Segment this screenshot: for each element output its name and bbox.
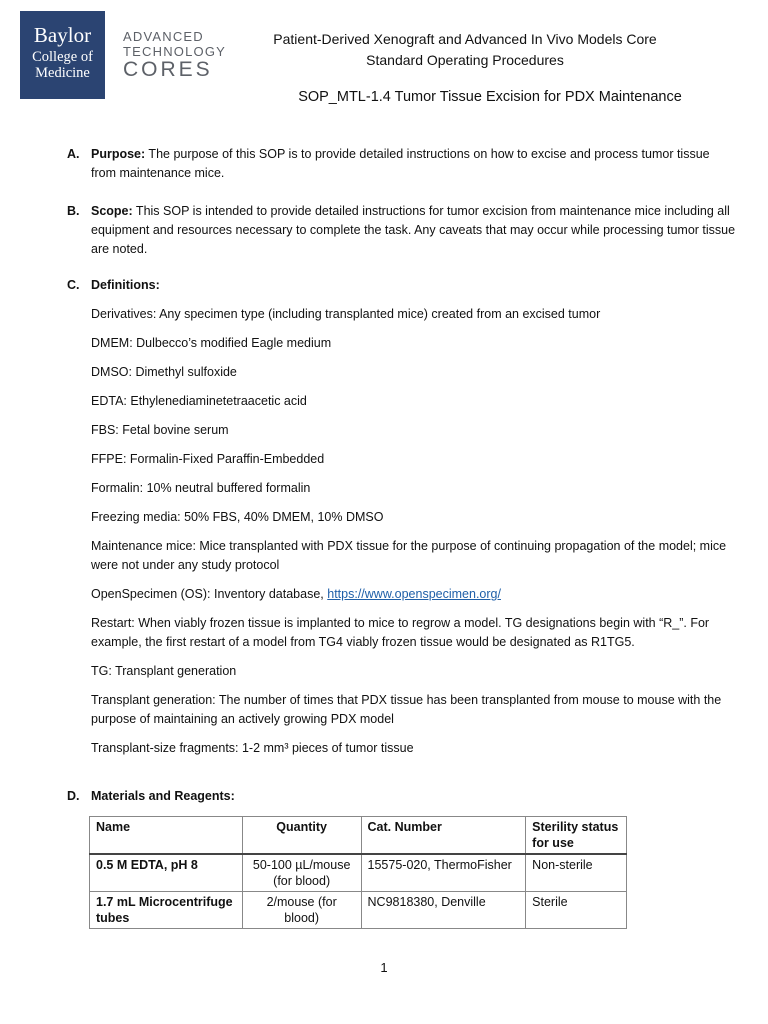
section-purpose [67,145,737,183]
definition-transplant-generation: Transplant generation: The number of times that PDX tissue has been transplanted from mouse to mouse with the purpose of maintaining an actively growing PDX model [91,693,722,726]
logo-line-3: Medicine [35,65,90,81]
definition-dmem: DMEM: Dulbecco’s modified Eagle medium [91,336,332,350]
openspecimen-text: OpenSpecimen (OS): Inventory database, [91,587,328,601]
section-definitions [67,276,737,295]
definition-tg: TG: Transplant generation [91,664,237,678]
section-text: The purpose of this SOP is to provide detailed instructions on how to excise and process tumor tissue from maintenance mice. [91,147,710,180]
definition-dmso: DMSO: Dimethyl sulfoxide [91,365,237,379]
table-cell: 1.7 mL Microcentrifuge tubes [90,892,243,929]
section-text: This SOP is intended to provide detailed instructions for tumor excision from maintenance mice including all equipment and resources necessary to complete the task. Any caveats that may occur while processing tumor tissue are noted. [91,204,736,256]
table-cell: 0.5 M EDTA, pH 8 [90,854,243,892]
definition-formalin: Formalin: 10% neutral buffered formalin [91,481,311,495]
openspecimen-link[interactable]: https://www.openspecimen.org/ [327,587,501,601]
logo-line-2: College of [32,49,93,65]
table-cell: Sterile [526,892,627,929]
section-letter: D. [67,789,80,803]
definition-ffpe: FFPE: Formalin-Fixed Paraffin-Embedded [91,452,325,466]
section-scope [67,202,737,259]
definition-restart: Restart: When viably frozen tissue is implanted to mice to regrow a model. TG designations begin with “R_”. For example, the first restart of a model from TG4 viably frozen tissue would be designated as R1TG5. [91,616,710,649]
table-header-cell: Name [90,817,243,855]
section-letter: C. [67,278,80,292]
definition-derivatives: Derivatives: Any specimen type (including transplanted mice) created from an excised tumor [91,307,601,321]
atc-line-1: ADVANCED [123,29,204,44]
definition-freezing-media: Freezing media: 50% FBS, 40% DMEM, 10% DMSO [91,510,384,524]
page-number: 1 [380,960,388,975]
header-core-name: Patient-Derived Xenograft and Advanced In Vivo Models Core [273,31,657,47]
table-cell: 15575-020, ThermoFisher [361,854,526,892]
header-sop-title: SOP_MTL-1.4 Tumor Tissue Excision for PDX Maintenance [298,89,682,105]
table-header-cell: Cat. Number [361,817,526,855]
definition-transplant-size-fragments: Transplant-size fragments: 1-2 mm³ pieces of tumor tissue [91,741,414,755]
section-title: Definitions: [91,278,160,292]
atc-line-2: TECHNOLOGY [123,44,227,59]
definition-edta: EDTA: Ethylenediaminetetraacetic acid [91,394,307,408]
section-letter: A. [67,147,80,161]
table-header-row [90,817,627,855]
definition-maintenance-mice: Maintenance mice: Mice transplanted with PDX tissue for the purpose of continuing propagation of the model; mice were not under any study protocol [91,539,727,572]
table-header-cell: Sterility status for use [526,817,627,855]
table-cell: Non-sterile [526,854,627,892]
atc-line-3: CORES [123,58,213,81]
section-letter: B. [67,204,80,218]
materials-table [89,816,627,929]
section-title: Purpose: [91,147,146,161]
table-cell: NC9818380, Denville [361,892,526,929]
table-header-cell: Quantity [242,817,361,855]
table-row [90,854,627,892]
baylor-logo [20,11,105,99]
table-cell: 50-100 µL/mouse (for blood) [242,854,361,892]
logo-line-1: Baylor [33,23,92,47]
section-title: Materials and Reagents: [91,789,235,803]
table-cell: 2/mouse (for blood) [242,892,361,929]
section-title: Scope: [91,204,133,218]
definition-fbs: FBS: Fetal bovine serum [91,423,229,437]
section-materials [67,787,737,806]
header-sop-label: Standard Operating Procedures [366,52,564,68]
table-row [90,892,627,929]
definition-openspecimen [91,585,741,604]
